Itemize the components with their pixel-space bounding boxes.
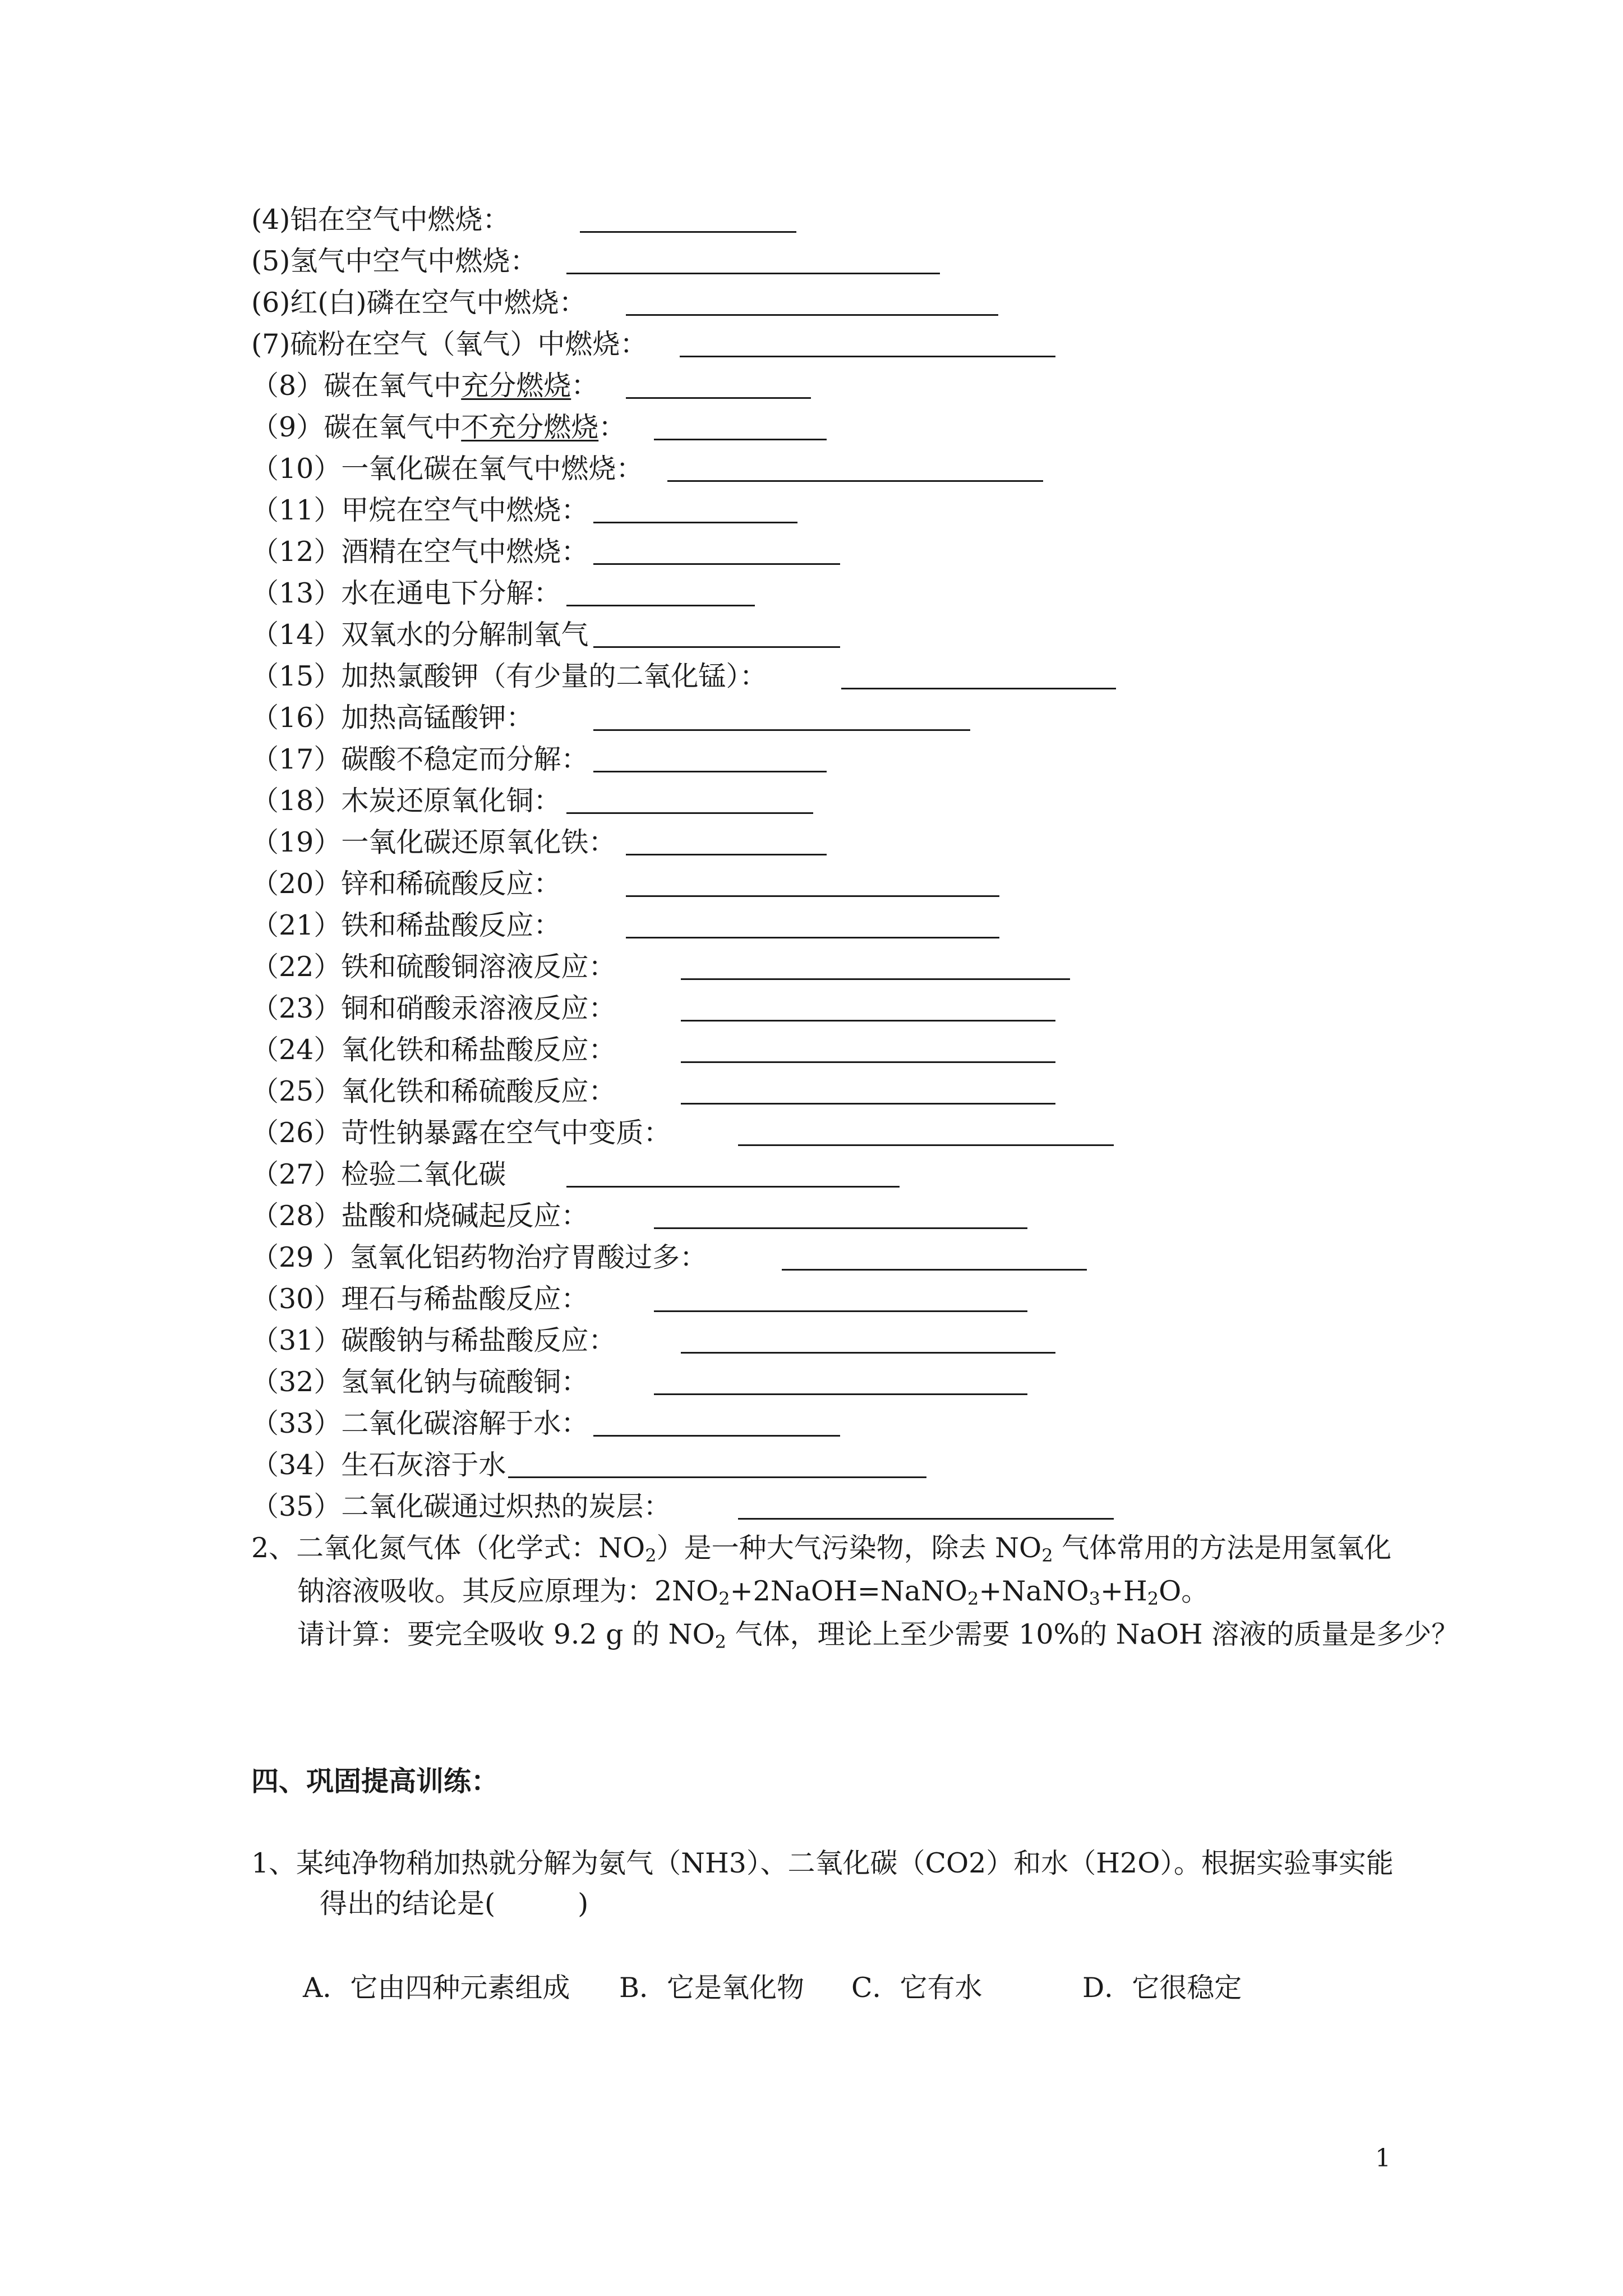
answer-blank[interactable] [654,1310,1027,1312]
equation-item: （12）酒精在空气中燃烧： [251,536,589,568]
equation-item: （11）甲烷在空气中燃烧： [251,494,589,526]
equation-item: （9）碳在氧气中不充分燃烧： [251,411,626,443]
answer-blank[interactable] [680,356,1055,357]
answer-blank[interactable] [593,771,827,772]
question-1-line-1: 1、某纯净物稍加热就分解为氨气（NH3）、二氧化碳（CO2）和水（H2O）。根据实验事实能 [251,1847,1394,1879]
answer-blank[interactable] [626,314,998,316]
answer-blank[interactable] [654,1393,1027,1395]
equation-item: （14）双氧水的分解制氧气 [251,619,589,651]
answer-blank[interactable] [566,1186,900,1188]
answer-blank[interactable] [681,1061,1055,1063]
answer-blank[interactable] [654,439,827,440]
question-2-line-3: 请计算：要完全吸收 9.2 g 的 $NO_2$ 气体，理论上至少需要 10%的 NaOH 溶液的质量是多少？ [297,1618,1459,1653]
equation-item: （27）检验二氧化碳 [251,1158,506,1190]
answer-blank[interactable] [593,522,797,523]
answer-blank[interactable] [566,812,813,814]
answer-blank[interactable] [782,1269,1087,1271]
answer-blank[interactable] [626,895,999,897]
option-c[interactable]: C．它有水 [851,1972,983,2004]
equation-item: （26）苛性钠暴露在空气中变质： [251,1117,671,1149]
answer-blank[interactable] [593,1435,840,1437]
page-number: 1 [1375,2144,1391,2173]
equation-item: （34）生石灰溶于水 [251,1449,506,1481]
answer-blank[interactable] [738,1144,1114,1146]
equation-item: （18）木炭还原氧化铜： [251,785,561,817]
equation-item: （25）氧化铁和稀硫酸反应： [251,1075,616,1107]
equation-item: （17）碳酸不稳定而分解： [251,743,589,775]
equation-item: （30）理石与稀盐酸反应： [251,1283,589,1315]
answer-blank[interactable] [566,605,755,606]
answer-blank[interactable] [580,231,796,233]
question-2-line-1: 2、二氧化氮气体（化学式：$NO_2$）是一种大气污染物，除去 $NO_2$ 气体常用的方法是用氢氧化 [251,1532,1392,1566]
answer-blank[interactable] [654,1227,1027,1229]
answer-blank[interactable] [626,854,827,855]
equation-item: （23）铜和硝酸汞溶液反应： [251,992,616,1024]
answer-blank[interactable] [593,729,970,731]
answer-blank[interactable] [667,480,1043,482]
equation-item: (6)红(白)磷在空气中燃烧： [251,287,587,319]
equation-item: （22）铁和硫酸铜溶液反应： [251,951,616,983]
equation-item: （24）氧化铁和稀盐酸反应： [251,1034,616,1066]
answer-blank[interactable] [593,646,840,648]
answer-blank[interactable] [508,1476,926,1478]
equation-item: （20）锌和稀硫酸反应： [251,868,561,900]
option-b[interactable]: B．它是氧化物 [619,1972,805,2004]
equation-item: （16）加热高锰酸钾： [251,702,534,734]
equation-item: （10）一氧化碳在氧气中燃烧： [251,453,644,485]
equation-item: （28）盐酸和烧碱起反应： [251,1200,589,1232]
answer-blank[interactable] [626,937,999,938]
equation-item: （29 ）氢氧化铝药物治疗胃酸过多： [251,1241,707,1273]
equation-item: （15）加热氯酸钾（有少量的二氧化锰）： [251,660,767,692]
answer-blank[interactable] [566,273,940,274]
option-d[interactable]: D．它很稳定 [1082,1972,1242,2004]
equation-item: (5)氢气中空气中燃烧： [251,245,538,277]
answer-blank[interactable] [593,563,840,565]
question-2-line-2: 钠溶液吸收。其反应原理为：$2NO_2+2NaOH=NaNO_2+NaNO_3+H_2O$。 [297,1575,1209,1609]
answer-blank[interactable] [738,1518,1114,1520]
equation-item: （19）一氧化碳还原氧化铁： [251,826,616,858]
section-heading: 四、巩固提高训练： [251,1765,499,1797]
question-1-line-2: 得出的结论是( ) [320,1888,589,1920]
equation-item: (7)硫粉在空气（氧气）中燃烧： [251,328,648,360]
equation-item: （8）碳在氧气中充分燃烧： [251,370,599,402]
answer-blank[interactable] [626,397,811,399]
answer-blank[interactable] [841,688,1116,689]
equation-item: （33）二氧化碳溶解于水： [251,1407,589,1439]
equation-item: （32）氢氧化钠与硫酸铜： [251,1366,589,1398]
equation-item: （21）铁和稀盐酸反应： [251,909,561,941]
equation-item: （13）水在通电下分解： [251,577,561,609]
answer-blank[interactable] [681,978,1070,980]
answer-blank[interactable] [681,1103,1055,1105]
equation-item: (4)铝在空气中燃烧： [251,204,510,236]
answer-blank[interactable] [681,1020,1055,1022]
equation-item: （31）碳酸钠与稀盐酸反应： [251,1324,616,1356]
equation-item: （35）二氧化碳通过炽热的炭层： [251,1490,671,1522]
option-a[interactable]: A．它由四种元素组成 [303,1972,570,2004]
answer-blank[interactable] [681,1352,1055,1354]
